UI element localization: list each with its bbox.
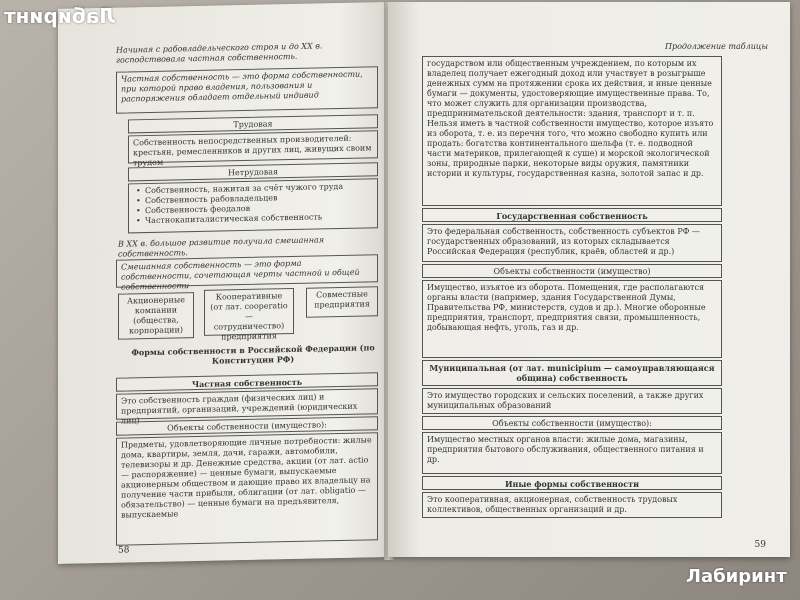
- table-title: Формы собственности в Российской Федерации (по Конституции РФ): [131, 342, 375, 366]
- mixed-type-cooperative: Кооперативные (от лат. cooperatio — сотрудничество) предприятия: [204, 288, 294, 336]
- watermark-top: Лабиринт: [4, 4, 116, 28]
- mixed-type-joint-stock: Акционерные компании (общества, корпорации): [118, 292, 194, 340]
- other-forms-header: Иные формы собственности: [422, 476, 722, 490]
- continued-objects-text: государством или общественным учреждением, по которым их владелец получает ежегодный доход или участвует в розыгрыше денежных сумм на протяжении срока их действия, и иные ценные бумаги — документы, удостоверяющие имущественные права. То, что может служить для организации производства, предпринимательской деятельности: здания, транспорт и т. п. Нельзя иметь в частной собственности имущество, которое изъято из оборота, т. е. из перечня того, что можно свободно купить или продать: богатства континентального шельфа (т. е. подводной части материков, прилегающей к суше) и морской экологической зоны, природные парки, некоторые виды оружия, памятники истории и культуры, государственная казна, золотой запас и др.: [422, 56, 722, 206]
- left-intro: Начиная с рабовладельческого строя и до XX в. господствовала частная собственность.: [116, 41, 323, 65]
- private-property-definition-box: Частная собственность — это форма собственности, при которой право владения, пользования и распоряжения обладает отдельный индивид: [116, 66, 378, 113]
- municipal-objects-header: Объекты собственности (имущество):: [422, 416, 722, 430]
- open-book: [58, 2, 790, 562]
- municipal-property-definition: Это имущество городских и сельских поселений, а также других муниципальных образований: [422, 388, 722, 414]
- municipal-property-header: Муниципальная (от лат. municipium — самоуправляющаяся община) собственность: [422, 360, 722, 386]
- right-page: [388, 2, 790, 557]
- page-number-left: 58: [118, 545, 130, 556]
- page-number-right: 59: [754, 540, 766, 550]
- labor-property-header: Трудовая: [128, 114, 378, 133]
- mixed-type-joint-venture: Совместные предприятия: [306, 286, 378, 318]
- state-objects-text: Имущество, изъятое из оборота. Помещения, где располагаются органы власти (например, здания Государственной Думы, Правительства РФ, министерств, судов и др.). Многие оборонные предприятия, транспорт, предприятия связи, промышленность, добывающая нефть, уголь, газ и др.: [422, 280, 722, 358]
- list-item: • Частнокапиталистическая собственность: [145, 211, 373, 226]
- labor-property-text: Собственность непосредственных производителей: крестьян, ремесленников и других лиц, живущих своим трудом: [128, 130, 378, 163]
- watermark-bottom: Лабиринт: [686, 566, 787, 587]
- objects-header: Объекты собственности (имущество):: [116, 416, 378, 435]
- nonlabor-property-list: [128, 178, 378, 233]
- state-objects-header: Объекты собственности (имущество): [422, 264, 722, 278]
- continuation-label: Продолжение таблицы: [664, 42, 768, 51]
- list-item: • Собственность рабовладельцев: [145, 191, 373, 206]
- municipal-objects-text: Имущество местных органов власти: жилые дома, магазины, предприятия бытового обслуживания, общественного питания и др.: [422, 432, 722, 474]
- list-item: • Собственность, нажитая за счёт чужого труда: [145, 181, 373, 196]
- nonlabor-property-header: Нетрудовая: [128, 162, 378, 181]
- left-page: [58, 2, 388, 564]
- private-property-definition: Это собственность граждан (физических лиц) и предприятий, организаций, учреждений (юридических лиц): [116, 388, 378, 419]
- list-item: • Собственность феодалов: [145, 201, 373, 216]
- state-property-header: Государственная собственность: [422, 208, 722, 222]
- objects-text: Предметы, удовлетворяющие личные потребности: жилые дома, квартиры, земля, дачи, гаражи, автомобили, телевизоры и др. Денежные средства, акции (от лат. actio — распоряжение) — ценные бумаги, выпускаемые акционерным обществом и дающие право их владельцу на получение части прибыли, облигации (от лат. obligatio — обязательство) — ценные бумаги на предъявителя, выпускаемые: [116, 432, 378, 545]
- other-forms-text: Это кооперативная, акционерная, собственность трудовых коллективов, общественных организаций и др.: [422, 492, 722, 518]
- private-property-header: Частная собственность: [116, 372, 378, 391]
- mixed-property-definition-box: Смешанная собственность — это форма собственности, сочетающая черты частной и общей собственности: [116, 254, 378, 287]
- mixed-property-intro: В XX в. большое развитие получила смешанная собственность.: [118, 235, 325, 259]
- state-property-definition: Это федеральная собственность, собственность субъектов РФ — государственных образований, из которых складывается Российская Федерация (республик, краёв, областей и др.): [422, 224, 722, 262]
